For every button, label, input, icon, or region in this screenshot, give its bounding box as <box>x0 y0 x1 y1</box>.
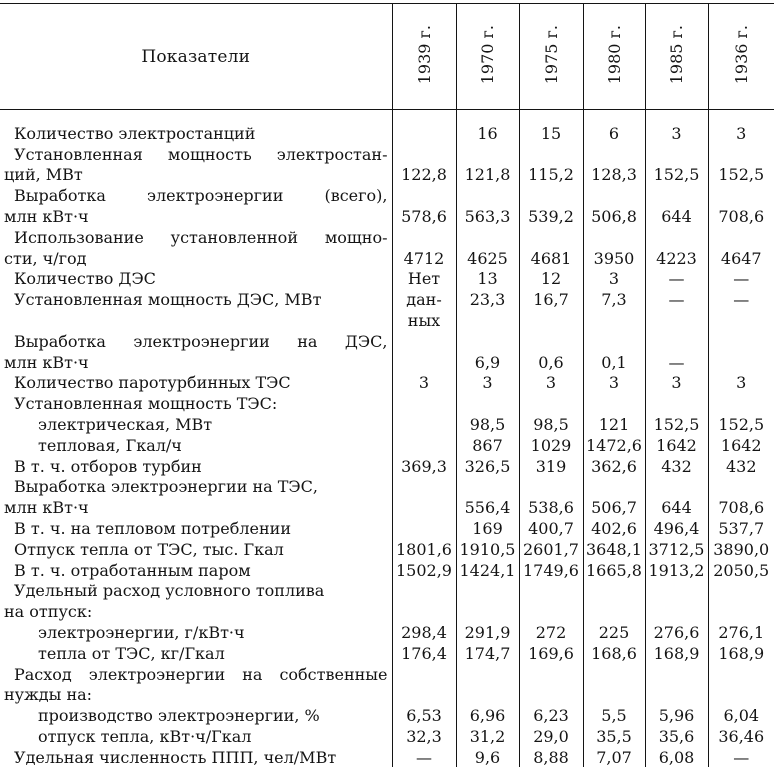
table-row <box>0 621 774 642</box>
year-header: 1936 г. <box>731 24 751 85</box>
table-row <box>0 288 774 309</box>
value-cell: 225 <box>583 621 645 642</box>
value-cell: 168,9 <box>645 642 708 663</box>
value-cell <box>456 580 519 601</box>
value-cell <box>519 600 583 621</box>
value-cell: 276,1 <box>708 621 774 642</box>
row-label: Использование установленной мощно- <box>14 227 388 247</box>
value-cell: 3 <box>392 372 456 393</box>
value-cell: 644 <box>645 205 708 226</box>
value-cell: 3 <box>708 372 774 393</box>
value-cell <box>583 392 645 413</box>
value-cell: 176,4 <box>392 642 456 663</box>
value-cell: 168,6 <box>583 642 645 663</box>
value-cell: 3712,5 <box>645 538 708 559</box>
table-row <box>0 372 774 393</box>
value-cell: 563,3 <box>456 205 519 226</box>
value-cell: 174,7 <box>456 642 519 663</box>
table-row <box>0 413 774 434</box>
value-cell <box>583 184 645 205</box>
value-cell: 121 <box>583 413 645 434</box>
value-cell: 98,5 <box>519 413 583 434</box>
table-row <box>0 247 774 268</box>
row-label: Удельный расход условного топлива <box>14 581 325 601</box>
value-cell <box>583 684 645 705</box>
value-cell: 4712 <box>392 247 456 268</box>
value-cell <box>583 330 645 351</box>
row-label: тепловая, Гкал/ч <box>38 435 182 455</box>
row-label: Удельная численность ППП, чел/МВт <box>14 747 337 767</box>
value-cell: 4625 <box>456 247 519 268</box>
value-cell: 578,6 <box>392 205 456 226</box>
table-row <box>0 746 774 767</box>
value-cell: 537,7 <box>708 517 774 538</box>
row-label: отпуск тепла, кВт·ч/Гкал <box>38 726 252 746</box>
value-cell <box>519 226 583 247</box>
value-cell <box>519 580 583 601</box>
value-cell <box>708 580 774 601</box>
value-cell: 708,6 <box>708 205 774 226</box>
value-cell: — <box>392 746 456 767</box>
value-cell: 0,6 <box>519 351 583 372</box>
value-cell <box>392 496 456 517</box>
value-cell <box>708 392 774 413</box>
value-cell <box>519 184 583 205</box>
value-cell: 6,08 <box>645 746 708 767</box>
value-cell <box>392 580 456 601</box>
value-cell: 6,96 <box>456 704 519 725</box>
value-cell: 169 <box>456 517 519 538</box>
value-cell <box>708 476 774 497</box>
value-cell <box>583 476 645 497</box>
value-cell: 276,6 <box>645 621 708 642</box>
table-row <box>0 538 774 559</box>
table-row <box>0 476 774 497</box>
value-cell: 36,46 <box>708 725 774 746</box>
value-cell: 9,6 <box>456 746 519 767</box>
value-cell: 1502,9 <box>392 559 456 580</box>
table-row <box>0 642 774 663</box>
table-row <box>0 268 774 289</box>
value-cell: 152,5 <box>645 413 708 434</box>
value-cell: 400,7 <box>519 517 583 538</box>
value-cell: 4681 <box>519 247 583 268</box>
year-header-cell <box>708 4 774 110</box>
value-cell: 98,5 <box>456 413 519 434</box>
value-cell: 152,5 <box>708 164 774 185</box>
table-row <box>0 122 774 143</box>
value-cell: 122,8 <box>392 164 456 185</box>
table-row <box>0 164 774 185</box>
value-cell <box>583 663 645 684</box>
value-cell: 128,3 <box>583 164 645 185</box>
value-cell: 3 <box>519 372 583 393</box>
value-cell: 298,4 <box>392 621 456 642</box>
value-cell: 496,4 <box>645 517 708 538</box>
table-row <box>0 309 774 330</box>
table-row <box>0 684 774 705</box>
value-cell <box>456 143 519 164</box>
row-label: сти, ч/год <box>4 248 87 268</box>
row-label: млн кВт·ч <box>4 498 89 518</box>
table-row <box>0 434 774 455</box>
value-cell <box>392 330 456 351</box>
row-label: Выработка электроэнергии на ТЭС, <box>14 477 318 497</box>
row-label: Количество электростанций <box>14 123 256 143</box>
value-cell: 291,9 <box>456 621 519 642</box>
value-cell: 31,2 <box>456 725 519 746</box>
table-row <box>0 600 774 621</box>
value-cell: 326,5 <box>456 455 519 476</box>
row-label: Установленная мощность электростан- <box>14 144 388 164</box>
value-cell: 644 <box>645 496 708 517</box>
value-cell: — <box>708 288 774 309</box>
value-cell: 121,8 <box>456 164 519 185</box>
statistics-table <box>0 3 774 767</box>
year-header-cell <box>645 4 708 110</box>
value-cell: 1665,8 <box>583 559 645 580</box>
header-row <box>0 4 774 110</box>
value-cell: 5,96 <box>645 704 708 725</box>
value-cell <box>708 143 774 164</box>
value-cell: 23,3 <box>456 288 519 309</box>
value-cell <box>519 143 583 164</box>
value-cell: 432 <box>708 455 774 476</box>
value-cell: 272 <box>519 621 583 642</box>
value-cell <box>708 684 774 705</box>
value-cell <box>645 184 708 205</box>
value-cell <box>392 143 456 164</box>
value-cell: 3 <box>645 372 708 393</box>
value-cell <box>519 476 583 497</box>
value-cell: ных <box>392 309 456 330</box>
value-cell: 538,6 <box>519 496 583 517</box>
value-cell <box>708 663 774 684</box>
value-cell <box>519 663 583 684</box>
value-cell: 35,5 <box>583 725 645 746</box>
value-cell: 708,6 <box>708 496 774 517</box>
row-label: электроэнергии, г/кВт·ч <box>38 622 245 642</box>
row-label: Установленная мощность ТЭС: <box>14 394 278 414</box>
table-row <box>0 517 774 538</box>
value-cell: 6,9 <box>456 351 519 372</box>
value-cell <box>583 580 645 601</box>
table-row <box>0 725 774 746</box>
value-cell: 3648,1 <box>583 538 645 559</box>
value-cell: 168,9 <box>708 642 774 663</box>
value-cell <box>519 392 583 413</box>
row-label: нужды на: <box>4 685 93 705</box>
year-header: 1980 г. <box>604 24 624 85</box>
value-cell: 1910,5 <box>456 538 519 559</box>
table-row <box>0 351 774 372</box>
table-row <box>0 704 774 725</box>
value-cell: 1472,6 <box>583 434 645 455</box>
value-cell: 152,5 <box>708 413 774 434</box>
table-row <box>0 226 774 247</box>
value-cell <box>519 684 583 705</box>
value-cell: 369,3 <box>392 455 456 476</box>
value-cell <box>392 476 456 497</box>
value-cell: 3950 <box>583 247 645 268</box>
value-cell <box>456 184 519 205</box>
value-cell <box>708 351 774 372</box>
value-cell <box>645 684 708 705</box>
year-header: 1985 г. <box>667 24 686 85</box>
value-cell <box>583 309 645 330</box>
value-cell <box>583 143 645 164</box>
row-label: на отпуск: <box>4 602 93 622</box>
table-row <box>0 184 774 205</box>
row-label: В т. ч. отработанным паром <box>14 560 251 580</box>
row-label: млн кВт·ч <box>4 352 89 372</box>
value-cell <box>645 330 708 351</box>
year-header: 1975 г. <box>541 24 561 85</box>
header-label: Показатели <box>141 46 251 67</box>
value-cell: 556,4 <box>456 496 519 517</box>
value-cell <box>519 330 583 351</box>
row-label: ций, МВт <box>4 165 83 185</box>
row-label: Выработка электроэнергии на ДЭС, <box>14 331 388 351</box>
value-cell <box>456 663 519 684</box>
value-cell: 4223 <box>645 247 708 268</box>
value-cell: — <box>645 351 708 372</box>
value-cell: 506,8 <box>583 205 645 226</box>
value-cell: 15 <box>519 122 583 143</box>
value-cell: 3890,0 <box>708 538 774 559</box>
value-cell: 1029 <box>519 434 583 455</box>
value-cell <box>583 600 645 621</box>
row-label: тепла от ТЭС, кг/Гкал <box>38 643 225 663</box>
year-header-cell <box>519 4 583 110</box>
value-cell <box>645 600 708 621</box>
value-cell: 8,88 <box>519 746 583 767</box>
value-cell: 319 <box>519 455 583 476</box>
value-cell <box>519 309 583 330</box>
year-header-cell <box>583 4 645 110</box>
value-cell <box>456 392 519 413</box>
value-cell: 16 <box>456 122 519 143</box>
value-cell <box>392 663 456 684</box>
value-cell <box>392 122 456 143</box>
value-cell: 1913,2 <box>645 559 708 580</box>
row-label <box>0 309 392 330</box>
year-header: 1970 г. <box>478 24 497 85</box>
value-cell <box>708 309 774 330</box>
value-cell: 7,3 <box>583 288 645 309</box>
value-cell: 1801,6 <box>392 538 456 559</box>
value-cell: 6 <box>583 122 645 143</box>
value-cell <box>392 184 456 205</box>
table-row <box>0 392 774 413</box>
value-cell <box>392 351 456 372</box>
value-cell: 35,6 <box>645 725 708 746</box>
table-row <box>0 455 774 476</box>
value-cell: 506,7 <box>583 496 645 517</box>
value-cell: — <box>645 288 708 309</box>
value-cell: 5,5 <box>583 704 645 725</box>
value-cell: 3 <box>645 122 708 143</box>
spacer-row <box>0 110 774 123</box>
value-cell: 362,6 <box>583 455 645 476</box>
value-cell: 16,7 <box>519 288 583 309</box>
value-cell: 7,07 <box>583 746 645 767</box>
value-cell <box>645 226 708 247</box>
table-row <box>0 330 774 351</box>
value-cell: 0,1 <box>583 351 645 372</box>
value-cell: 169,6 <box>519 642 583 663</box>
value-cell: 152,5 <box>645 164 708 185</box>
row-label: электрическая, МВт <box>38 414 213 434</box>
value-cell <box>456 309 519 330</box>
value-cell: — <box>645 268 708 289</box>
value-cell <box>392 600 456 621</box>
value-cell <box>456 684 519 705</box>
row-label: В т. ч. на тепловом потреблении <box>14 518 291 538</box>
value-cell: 1642 <box>708 434 774 455</box>
value-cell <box>456 476 519 497</box>
row-label: млн кВт·ч <box>4 206 89 226</box>
value-cell <box>392 684 456 705</box>
value-cell: 402,6 <box>583 517 645 538</box>
value-cell: 12 <box>519 268 583 289</box>
value-cell <box>645 476 708 497</box>
year-header-cell <box>392 4 456 110</box>
value-cell <box>645 392 708 413</box>
row-label: В т. ч. отборов турбин <box>14 456 202 476</box>
row-label: Количество ДЭС <box>14 269 156 289</box>
value-cell: 1749,6 <box>519 559 583 580</box>
value-cell: 3 <box>708 122 774 143</box>
value-cell: 29,0 <box>519 725 583 746</box>
value-cell <box>392 226 456 247</box>
value-cell: 1424,1 <box>456 559 519 580</box>
value-cell: — <box>708 746 774 767</box>
table-row <box>0 580 774 601</box>
row-label: производство электроэнергии, % <box>38 706 320 726</box>
value-cell <box>708 330 774 351</box>
value-cell: 3 <box>456 372 519 393</box>
value-cell: 6,53 <box>392 704 456 725</box>
value-cell: дан- <box>392 288 456 309</box>
value-cell <box>392 392 456 413</box>
value-cell <box>708 600 774 621</box>
table-row <box>0 663 774 684</box>
value-cell <box>456 330 519 351</box>
value-cell: Нет <box>392 268 456 289</box>
value-cell: 2050,5 <box>708 559 774 580</box>
value-cell: — <box>708 268 774 289</box>
table-row <box>0 496 774 517</box>
row-label: Выработка электроэнергии (всего), <box>14 186 388 206</box>
year-header: 1939 г. <box>414 24 434 85</box>
value-cell <box>392 517 456 538</box>
value-cell <box>456 600 519 621</box>
table-body <box>0 110 774 767</box>
value-cell: 867 <box>456 434 519 455</box>
row-label: Установленная мощность ДЭС, МВт <box>14 290 322 310</box>
value-cell: 13 <box>456 268 519 289</box>
value-cell <box>392 434 456 455</box>
value-cell <box>583 226 645 247</box>
value-cell <box>645 309 708 330</box>
table-row <box>0 559 774 580</box>
value-cell: 32,3 <box>392 725 456 746</box>
year-header-cell <box>456 4 519 110</box>
value-cell <box>708 184 774 205</box>
value-cell: 2601,7 <box>519 538 583 559</box>
header-label-cell <box>0 4 392 110</box>
table-row <box>0 205 774 226</box>
value-cell: 6,04 <box>708 704 774 725</box>
row-label: Отпуск тепла от ТЭС, тыс. Гкал <box>14 539 284 559</box>
value-cell: 6,23 <box>519 704 583 725</box>
value-cell: 1642 <box>645 434 708 455</box>
value-cell <box>392 413 456 434</box>
value-cell: 3 <box>583 372 645 393</box>
value-cell: 115,2 <box>519 164 583 185</box>
row-label: Количество паротурбинных ТЭС <box>14 373 291 393</box>
value-cell <box>645 580 708 601</box>
value-cell <box>708 226 774 247</box>
value-cell: 4647 <box>708 247 774 268</box>
value-cell <box>456 226 519 247</box>
value-cell <box>645 143 708 164</box>
value-cell: 539,2 <box>519 205 583 226</box>
value-cell: 432 <box>645 455 708 476</box>
row-label: Расход электроэнергии на собственные <box>14 664 388 684</box>
table-row <box>0 143 774 164</box>
value-cell: 3 <box>583 268 645 289</box>
value-cell <box>645 663 708 684</box>
